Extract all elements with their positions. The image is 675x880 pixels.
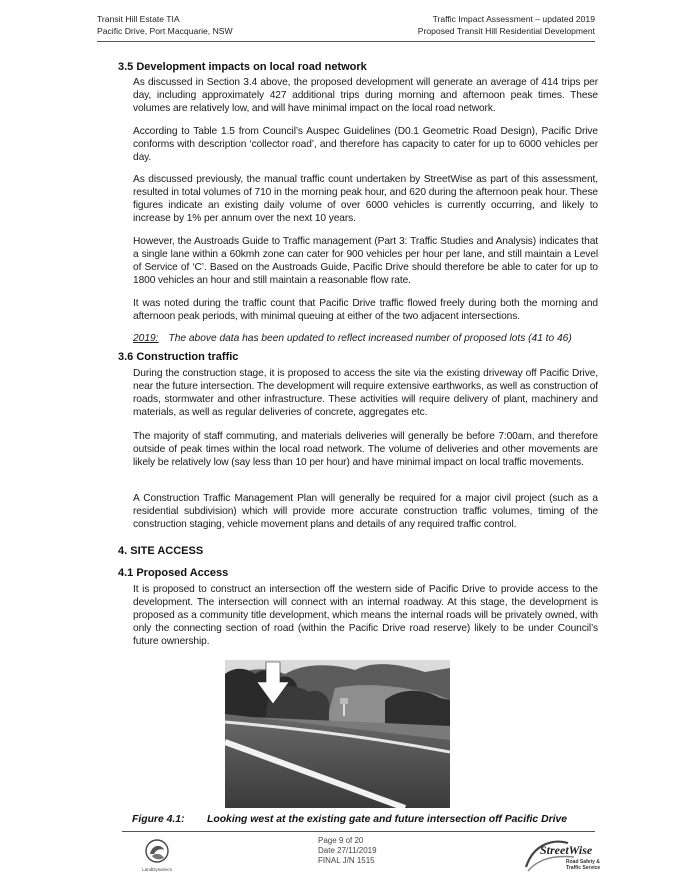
- page-header-right: [418, 14, 595, 37]
- landdynamics-logo: [138, 838, 176, 874]
- section-3-5-paragraph-2: According to Table 1.5 from Council’s Auspec Guidelines (D0.1 Geometric Road Design), Pacific Drive conforms with description ‘collector road’, and therefore has capacity to cater for up to 6000 vehicles per day.: [133, 126, 598, 163]
- header-report-title: Traffic Impact Assessment – updated 2019: [432, 14, 595, 24]
- streetwise-logo-sub2: Traffic Services: [566, 865, 600, 871]
- section-3-5-paragraph-3: As discussed previously, the manual traffic count undertaken by StreetWise as part of this assessment, resulted in total volumes of 710 in the morning peak hour, and 620 during the afternoon peak hour. These figures indicate an existing daily volume of over 6000 vehicles is currently occurring, and likely to increase by 1% per annum over the next 10 years.: [133, 174, 598, 224]
- section-3-5-paragraph-5: It was noted during the traffic count that Pacific Drive traffic flowed freely during both the morning and afternoon peak periods, with minimal queuing at either of the two adjacent intersections.: [133, 298, 598, 322]
- landdynamics-logo-text: LandDynamics: [142, 867, 172, 872]
- streetwise-logo-sub1: Road Safety &: [566, 859, 600, 865]
- section-4-heading: 4. SITE ACCESS: [118, 545, 204, 557]
- section-3-5-paragraph-4: However, the Austroads Guide to Traffic management (Part 3: Traffic Studies and Analysis) indicates that a single lane within a 60kmh zone can cater for 900 vehicles per hour per lane, and still maintain a Level of Service of ‘C’. Based on the Austroads Guide, Pacific Drive should therefore be able to cater for up to 1800 vehicles an hour and still maintain a reasonable flow rate.: [133, 236, 598, 286]
- figure-caption-text: Looking west at the existing gate and future intersection off Pacific Drive: [207, 814, 568, 825]
- road-sign-post: [343, 702, 345, 716]
- footer-status: FINAL J/N 1515: [318, 856, 375, 865]
- footer-divider: [122, 831, 595, 832]
- footer-date: Date 27/11/2019: [318, 846, 377, 855]
- footer-page-number: Page 9 of 20: [318, 836, 364, 845]
- road-photo-illustration: [225, 660, 450, 808]
- header-project-title: Transit Hill Estate TIA: [97, 14, 180, 24]
- section-3-6-heading: 3.6 Construction traffic: [118, 351, 239, 363]
- update-note-text: The above data has been updated to reflect increased number of proposed lots (41 to 46): [168, 333, 572, 344]
- figure-caption: [132, 813, 567, 826]
- streetwise-logo-name: StreetWise: [540, 843, 593, 857]
- section-3-5-paragraph-1: As discussed in Section 3.4 above, the proposed development will generate an average of 414 trips per day, including approximately 427 additional trips during morning and afternoon peak times. These volumes are relatively low, and will have minimal impact on the local road network.: [133, 77, 598, 114]
- section-3-6-paragraph-1: During the construction stage, it is proposed to access the site via the existing driveway off Pacific Drive, near the future intersection. The development will require extensive earthworks, as well as construction of roads, stormwater and other infrastructure. These activities will require delivery of plant, machinery and materials, as well as regular deliveries of concrete, aggregates etc.: [133, 368, 598, 418]
- section-3-6-paragraph-2: The majority of staff commuting, and materials deliveries will generally be before 7:00am, and therefore outside of peak times within the local road network. The volume of deliveries and other movements are likely be relatively low (say less than 10 per hour) and have minimal impact on local traffic movements.: [133, 431, 598, 468]
- section-4-1-paragraph-1: It is proposed to construct an intersection off the western side of Pacific Drive to provide access to the development. The intersection will connect with an internal roadway. At this stage, the development is proposed as a community title development, which means the internal roads will be privately owned, with only the connecting section of road (within the Pacific Drive road reserve) likely to be under Council’s future ownership.: [133, 584, 598, 647]
- road-sign: [340, 698, 348, 704]
- update-note-year: 2019:: [133, 333, 159, 344]
- figure-photo: [225, 660, 450, 808]
- header-report-subtitle: Proposed Transit Hill Residential Development: [417, 25, 595, 36]
- section-3-5-heading: 3.5 Development impacts on local road network: [118, 61, 367, 73]
- header-project-location: Pacific Drive, Port Macquarie, NSW: [97, 25, 233, 36]
- header-divider: [97, 41, 595, 42]
- footer-info: [318, 836, 377, 866]
- section-4-1-heading: 4.1 Proposed Access: [118, 567, 229, 579]
- figure-label: Figure 4.1:: [132, 814, 185, 825]
- update-note: [133, 332, 603, 345]
- streetwise-logo: [524, 837, 600, 875]
- page-header-left: [97, 14, 233, 37]
- section-3-6-paragraph-3: A Construction Traffic Management Plan will generally be required for a major civil project (such as a residential subdivision) which will provide more accurate construction traffic volumes, timing of the construction staging, vehicle movement plans and details of any required traffic control.: [133, 493, 598, 530]
